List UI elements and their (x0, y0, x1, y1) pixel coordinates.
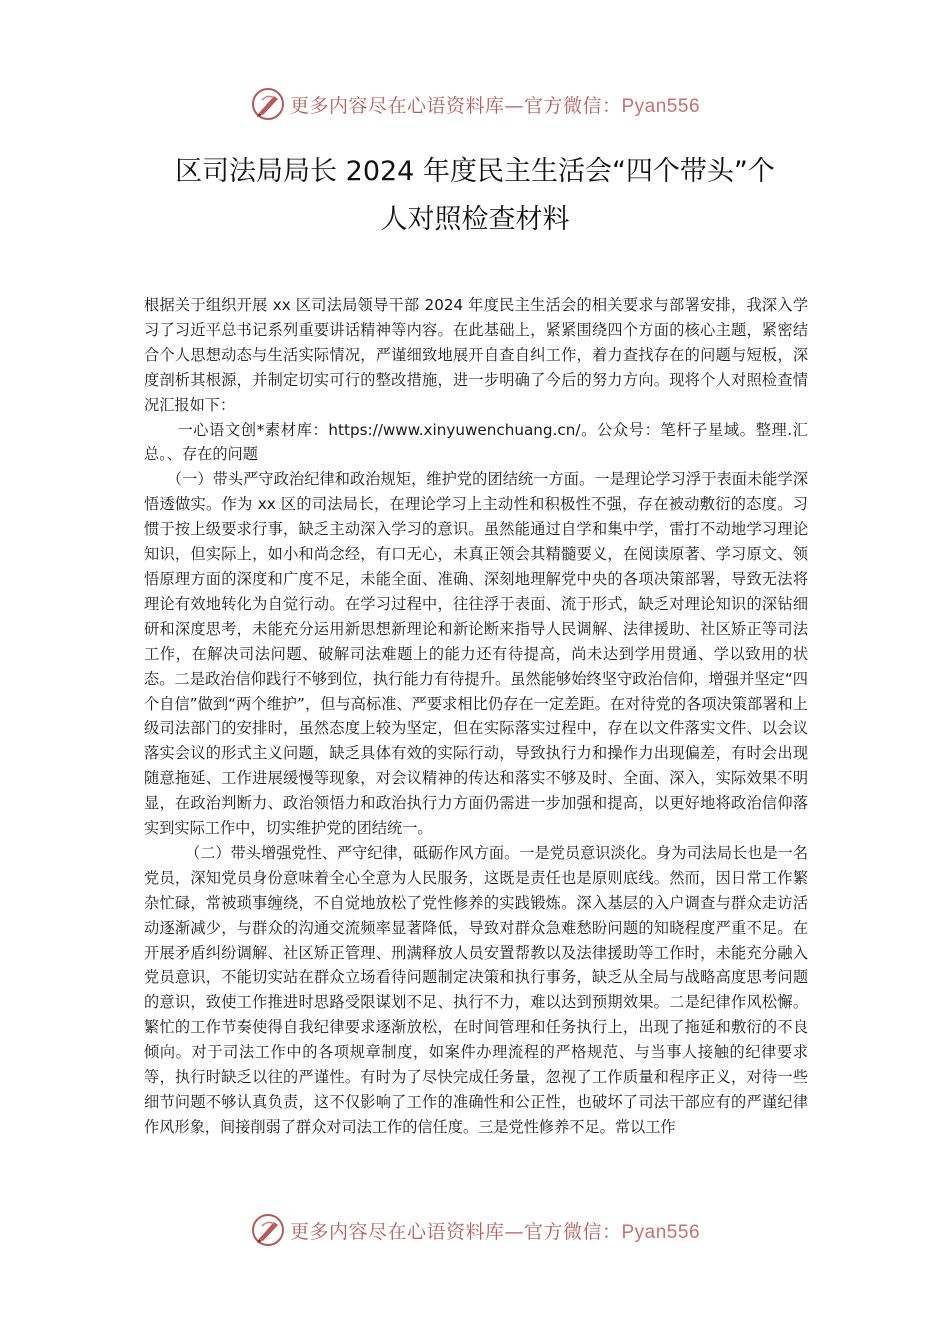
banner-wechat-id: Pyan556 (621, 1221, 701, 1243)
banner-contact-label: 官方微信： (523, 94, 622, 117)
document-title (120, 148, 830, 244)
header-banner (0, 84, 950, 124)
paragraph-source: 一心语文创*素材库：https://www.xinyuwenchuang.cn/。公众号：笔杆子星域。整理.汇总。、存在的问题 (144, 420, 808, 464)
banner-text (290, 91, 700, 118)
banner-contact-label: 官方微信： (523, 1220, 622, 1243)
pen-logo-icon (250, 1212, 286, 1248)
banner-separator: — (504, 1220, 524, 1243)
title-line-1: 区司法局局长 2024 年度民主生活会“四个带头”个 (175, 156, 775, 187)
banner-wechat-id: Pyan556 (621, 95, 701, 117)
banner-text (290, 1217, 700, 1244)
banner-main-text: 更多内容尽在心语资料库 (289, 94, 505, 117)
paragraph-intro: 根据关于组织开展 xx 区司法局领导干部 2024 年度民主生活会的相关要求与部署安排，我深入学习了习近平总书记系列重要讲话精神等内容。在此基础上，紧紧围绕四个方面的核心主题，紧密结合个人思想动态与生活实际情况，严谨细致地展开自查自纠工作，着力查找存在的问题与短板，深度剖析其根源，并制定切实可行的整改措施，进一步明确了今后的努力方向。现将个人对照检查情况汇报如下： (144, 296, 808, 414)
banner-separator: — (504, 94, 524, 117)
pen-logo-icon (250, 86, 286, 122)
document-body (144, 293, 808, 1140)
paragraph-section-1: （一）带头严守政治纪律和政治规矩，维护党的团结统一方面。一是理论学习浮于表面未能学深悟透做实。作为 xx 区的司法局长，在理论学习上主动性和积极性不强，存在被动敷衍的态度。习惯于按上级要求行事，缺乏主动深入学习的意识。虽然能通过自学和集中学，雷打不动地学习理论知识，但实际上，如小和尚念经，有口无心，未真正领会其精髓要义，在阅读原著、学习原文、领悟原理方面的深度和广度不足，未能全面、准确、深刻地理解党中央的各项决策部署，导致无法将理论有效地转化为自觉行动。在学习过程中，往往浮于表面、流于形式，缺乏对理论知识的深钻细研和深度思考，未能充分运用新思想新理论和新论断来指导人民调解、法律援助、社区矫正等司法工作，在解决司法问题、破解司法难题上的能力还有待提高，尚未达到学用贯通、学以致用的状态。二是政治信仰践行不够到位，执行能力有待提升。虽然能够始终坚守政治信仰，增强并坚定“四个自信”做到“两个维护”，但与高标准、严要求相比仍存在一定差距。在对待党的各项决策部署和上级司法部门的安排时，虽然态度上较为坚定，但在实际落实过程中，存在以文件落实文件、以会议落实会议的形式主义问题，缺乏具体有效的实际行动，导致执行力和操作力出现偏差，有时会出现随意拖延、工作进展缓慢等现象，对会议精神的传达和落实不够及时、全面、深入，实际效果不明显，在政治判断力、政治领悟力和政治执行力方面仍需进一步加强和提高，以更好地将政治信仰落实到实际工作中，切实维护党的团结统一。 (144, 470, 808, 838)
paragraph-section-2: （二）带头增强党性、严守纪律，砥砺作风方面。一是党员意识淡化。身为司法局长也是一名党员，深知党员身份意味着全心全意为人民服务，这既是责任也是原则底线。然而，因日常工作繁杂忙碌，常被琐事缠绕，不自觉地放松了党性修养的实践锻炼。深入基层的入户调查与群众走访活动逐渐减少，与群众的沟通交流频率显著降低，导致对群众急难愁盼问题的知晓程度严重不足。在开展矛盾纠纷调解、社区矫正管理、刑满释放人员安置帮教以及法律援助等工作时，未能充分融入党员意识，不能切实站在群众立场看待问题制定决策和执行事务，缺乏从全局与战略高度思考问题的意识，致使工作推进时思路受限谋划不足、执行不力，难以达到预期效果。二是纪律作风松懈。繁忙的工作节奏使得自我纪律要求逐渐放松，在时间管理和任务执行上，出现了拖延和敷衍的不良倾向。对于司法工作中的各项规章制度，如案件办理流程的严格规范、与当事人接触的纪律要求等，执行时缺乏以往的严谨性。有时为了尽快完成任务量，忽视了工作质量和程序正义，对待一些细节问题不够认真负责，这不仅影响了工作的准确性和公正性，也破坏了司法干部应有的严谨纪律作风形象，间接削弱了群众对司法工作的信任度。三是党性修养不足。常以工作 (144, 843, 808, 1136)
banner-main-text: 更多内容尽在心语资料库 (289, 1220, 505, 1243)
footer-banner (0, 1210, 950, 1250)
title-line-2: 人对照检查材料 (380, 204, 570, 235)
